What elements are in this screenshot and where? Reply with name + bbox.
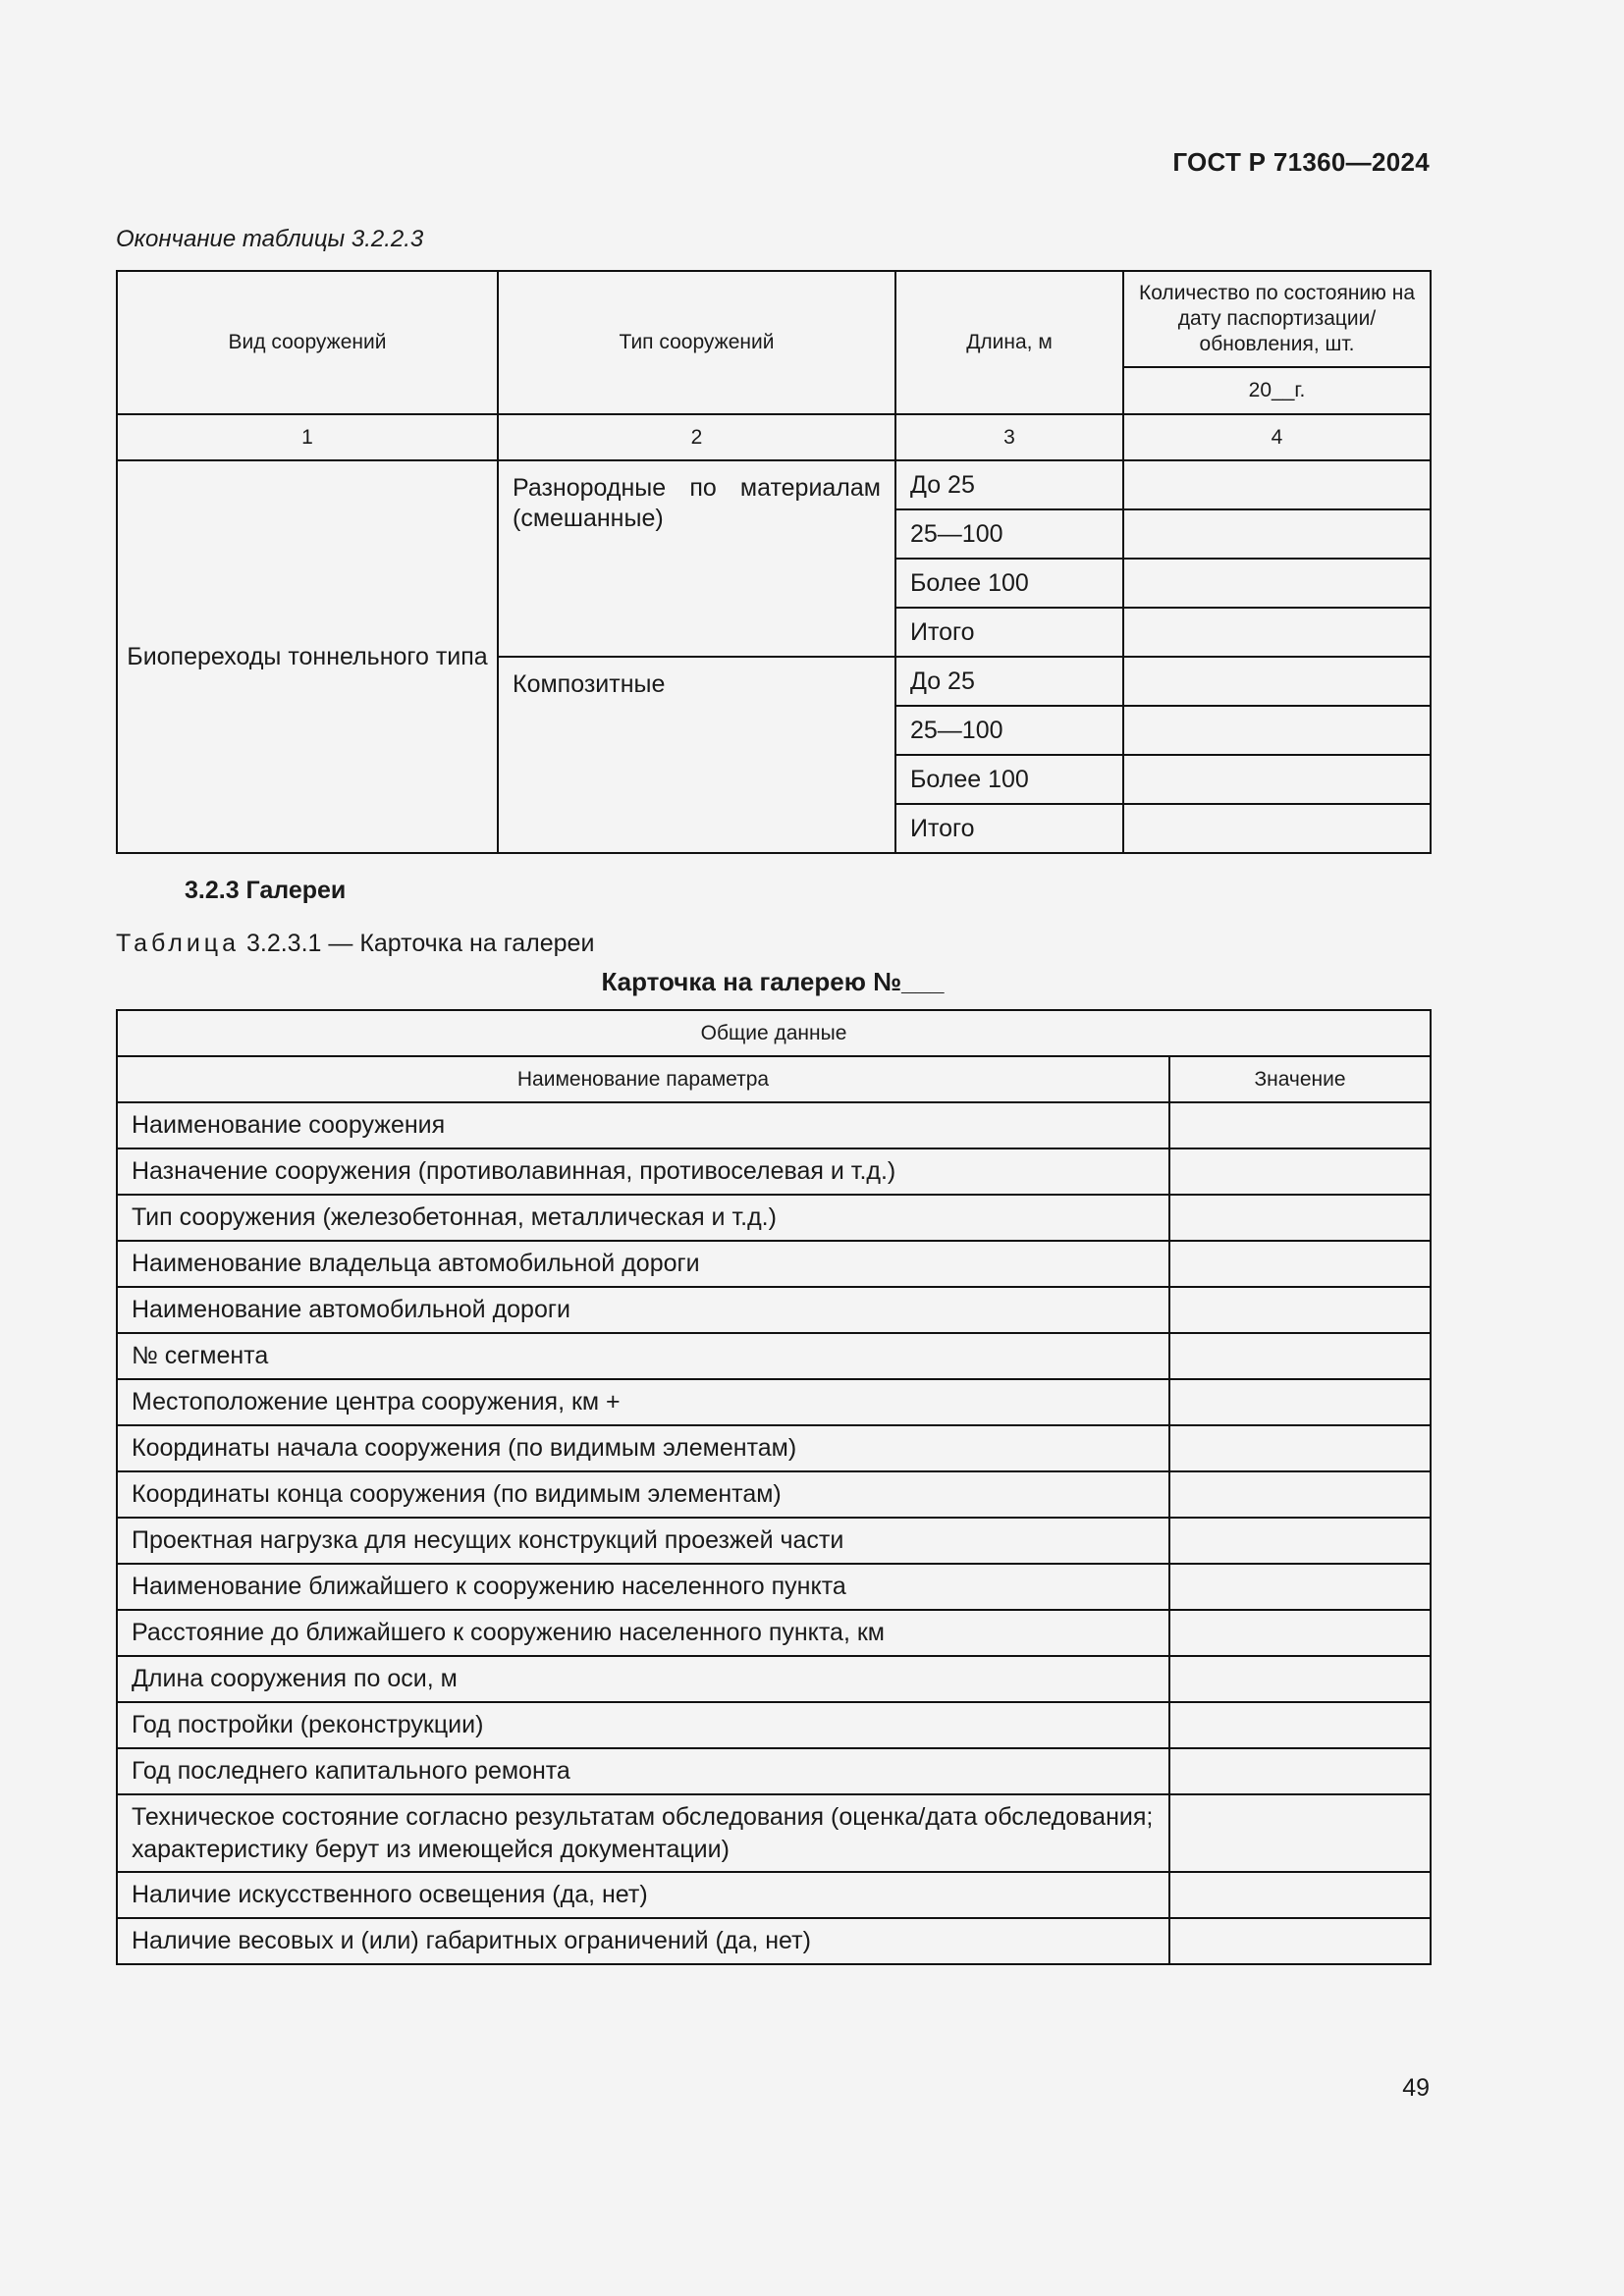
parameter-value[interactable] [1169,1918,1431,1964]
structure-type-composite: Композитные [498,657,895,853]
quantity-cell[interactable] [1123,559,1431,608]
table-row [117,1702,1431,1748]
parameter-value[interactable] [1169,1195,1431,1241]
table-row [117,1102,1431,1148]
table-row [117,1610,1431,1656]
parameter-value[interactable] [1169,1748,1431,1794]
parameter-value[interactable] [1169,1379,1431,1425]
length-cell: Более 100 [895,755,1123,804]
parameter-name: Наименование автомобильной дороги [117,1287,1169,1333]
header-kind: Вид сооружений [117,271,498,414]
parameter-name: Наименование ближайшего к сооружению населенного пункта [117,1564,1169,1610]
parameter-value[interactable] [1169,1287,1431,1333]
length-cell: 25—100 [895,509,1123,559]
parameter-name: Год постройки (реконструкции) [117,1702,1169,1748]
biopassage-table [116,270,1432,854]
table-row [117,1471,1431,1518]
structure-kind: Биопереходы тоннельного типа [117,460,498,853]
parameter-name: Наличие искусственного освещения (да, нет) [117,1872,1169,1918]
parameter-value[interactable] [1169,1794,1431,1872]
table-row [117,1425,1431,1471]
parameter-value[interactable] [1169,1471,1431,1518]
parameter-value[interactable] [1169,1241,1431,1287]
card-title: Карточка на галерею №___ [601,967,945,996]
quantity-cell[interactable] [1123,608,1431,657]
table-row [117,1287,1431,1333]
column-number: 4 [1123,414,1431,460]
structure-type-mixed [498,460,895,657]
column-number: 3 [895,414,1123,460]
table-row [117,1794,1431,1872]
parameter-name: Местоположение центра сооружения, км + [117,1379,1169,1425]
quantity-cell[interactable] [1123,755,1431,804]
parameter-value[interactable] [1169,1872,1431,1918]
parameter-name: Наименование владельца автомобильной дороги [117,1241,1169,1287]
parameter-name: Координаты конца сооружения (по видимым элементам) [117,1471,1169,1518]
column-number: 2 [498,414,895,460]
parameter-name: Наличие весовых и (или) габаритных ограничений (да, нет) [117,1918,1169,1964]
page-number: 49 [1402,2074,1430,2102]
parameter-value[interactable] [1169,1333,1431,1379]
card-rows [117,1102,1431,1964]
parameter-name: Расстояние до ближайшего к сооружению населенного пункта, км [117,1610,1169,1656]
table-row [117,1148,1431,1195]
parameter-value[interactable] [1169,1564,1431,1610]
header-type: Тип сооружений [498,271,895,414]
parameter-name: Наименование сооружения [117,1102,1169,1148]
header-parameter: Наименование параметра [117,1056,1169,1102]
table-row [117,1564,1431,1610]
parameter-name: Проектная нагрузка для несущих конструкций проезжей части [117,1518,1169,1564]
quantity-cell[interactable] [1123,460,1431,509]
quantity-cell[interactable] [1123,657,1431,706]
header-quantity: Количество по состоянию на дату паспортизации/ обновления, шт. [1123,271,1431,367]
general-data-header: Общие данные [117,1010,1431,1056]
quantity-cell[interactable] [1123,509,1431,559]
parameter-name: № сегмента [117,1333,1169,1379]
section-heading: 3.2.3 Галереи [185,877,347,904]
standard-code: ГОСТ Р 71360—2024 [1172,147,1430,177]
header-length: Длина, м [895,271,1123,414]
table-continuation-caption: Окончание таблицы 3.2.2.3 [116,226,424,252]
parameter-value[interactable] [1169,1610,1431,1656]
table-row [117,1656,1431,1702]
table-row [117,1195,1431,1241]
parameter-value[interactable] [1169,1102,1431,1148]
parameter-value[interactable] [1169,1148,1431,1195]
parameter-name: Техническое состояние согласно результатам обследования (оценка/дата обследования; характеристику берут из имеющейся документации) [117,1794,1169,1872]
quantity-cell[interactable] [1123,804,1431,853]
header-value: Значение [1169,1056,1431,1102]
table-caption-prefix: Таблица [116,930,241,957]
table-row [117,1333,1431,1379]
structure-type-label: Разнородные по материалам (смешанные) [513,474,881,533]
parameter-value[interactable] [1169,1656,1431,1702]
parameter-name: Назначение сооружения (противолавинная, противоселевая и т.д.) [117,1148,1169,1195]
quantity-cell[interactable] [1123,706,1431,755]
table-row [117,1379,1431,1425]
table-caption-text: 3.2.3.1 — Карточка на галереи [245,930,595,957]
length-cell: До 25 [895,657,1123,706]
table-row [117,1748,1431,1794]
column-number: 1 [117,414,498,460]
parameter-value[interactable] [1169,1702,1431,1748]
table-row [117,1918,1431,1964]
parameter-value[interactable] [1169,1518,1431,1564]
length-cell: Более 100 [895,559,1123,608]
parameter-name: Длина сооружения по оси, м [117,1656,1169,1702]
parameter-name: Тип сооружения (железобетонная, металлическая и т.д.) [117,1195,1169,1241]
length-cell: Итого [895,804,1123,853]
length-cell: До 25 [895,460,1123,509]
table-row [117,1872,1431,1918]
table-caption [116,930,594,958]
length-cell: 25—100 [895,706,1123,755]
table-row [117,1518,1431,1564]
gallery-card-table [116,1009,1432,1965]
length-cell: Итого [895,608,1123,657]
parameter-name: Год последнего капитального ремонта [117,1748,1169,1794]
header-year: 20__г. [1123,367,1431,414]
parameter-name: Координаты начала сооружения (по видимым элементам) [117,1425,1169,1471]
table-row [117,1241,1431,1287]
parameter-value[interactable] [1169,1425,1431,1471]
